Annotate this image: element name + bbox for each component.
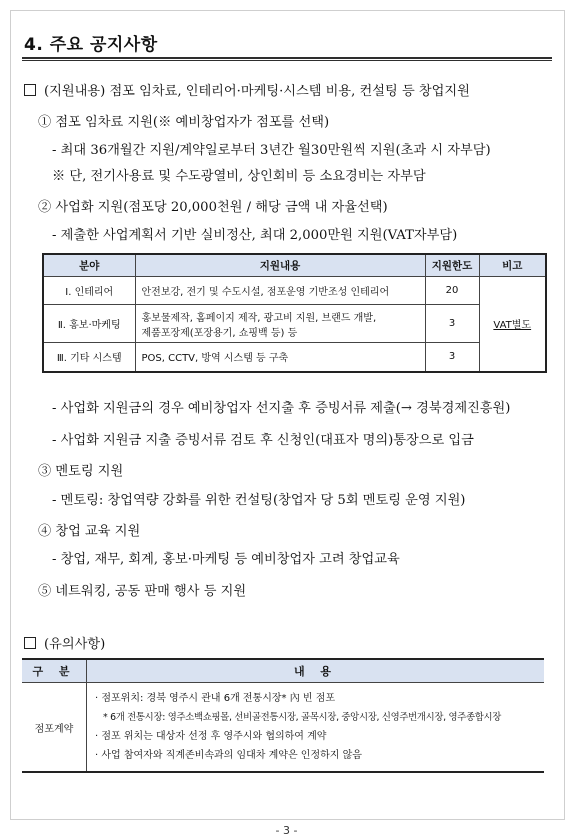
title-rule-thin [22,60,552,61]
item-3-detail: - 멘토링: 창업역량 강화를 위한 컨설팅(창업자 당 5회 멘토링 운영 지원) [52,493,466,508]
table-row [43,305,546,343]
header-category: 구 분 [22,659,87,683]
row-field: Ⅲ. 기타 시스템 [43,343,135,372]
item-3-title: ③ 멘토링 지원 [38,464,124,479]
checkbox-square-icon [24,84,36,96]
notice-content [87,683,545,773]
header-note: 비고 [479,254,546,277]
notice-table-header [22,659,544,683]
item-1-title: ① 점포 임차료 지원(※ 예비창업자가 점포를 선택) [38,115,330,130]
header-content: 지원내용 [135,254,425,277]
item-4-detail: - 창업, 재무, 회계, 홍보·마케팅 등 예비창업자 고려 창업교육 [52,552,400,567]
header-field: 분야 [43,254,135,277]
notice-heading: (유의사항) [24,633,105,652]
checkbox-square-icon [24,637,36,649]
support-content-heading: (지원내용) 점포 임차료, 인테리어·마케팅·시스템 비용, 컨설팅 등 창업지원 [24,80,470,99]
item-2-deposit: - 사업화 지원금 지출 증빙서류 검토 후 신청인(대표자 명의)통장으로 입금 [52,433,474,448]
row-field: Ⅰ. 인테리어 [43,277,135,305]
table-row [22,683,544,773]
header-limit: 지원한도 [425,254,479,277]
page-number: - 3 - [275,824,298,837]
list-item: · 사업 참여자와 직계존비속과의 임대차 계약은 인정하지 않음 [95,750,362,761]
header-content: 내 용 [87,659,545,683]
support-table [42,253,547,373]
row-content: POS, CCTV, 방역 시스템 등 구축 [135,343,425,372]
support-table-header [43,254,546,277]
notice-table [22,658,544,773]
list-item: · 점포 위치는 대상자 선정 후 영주시와 협의하여 계약 [95,731,327,742]
section-title: 4. 주요 공지사항 [24,35,158,55]
item-4-title: ④ 창업 교육 지원 [38,524,141,539]
row-field: Ⅱ. 홍보·마케팅 [43,305,135,343]
table-row [43,343,546,372]
table-row [43,277,546,305]
category-cell: 점포계약 [22,683,87,773]
list-item: * 6개 전통시장: 영주소백쇼핑몰, 선비골전통시장, 골목시장, 중앙시장, 신영주번개시장, 영주종합시장 [103,712,502,723]
row-limit: 3 [425,305,479,343]
item-5-title: ⑤ 네트워킹, 공동 판매 행사 등 지원 [38,584,247,599]
vat-note: VAT별도 [479,277,546,372]
row-content: 홍보물제작, 홈페이지 제작, 광고비 지원, 브랜드 개발, 제품포장제(포장용기, 쇼핑백 등) 등 [135,305,425,343]
item-1-detail: - 최대 36개월간 지원/계약일로부터 3년간 월30만원씩 지원(초과 시 자부담) [52,143,491,158]
item-1-note: ※ 단, 전기사용료 및 수도광열비, 상인회비 등 소요경비는 자부담 [52,169,426,184]
item-2-title: ② 사업화 지원(점포당 20,000천원 / 해당 금액 내 자율선택) [38,200,388,215]
title-rule [22,57,552,59]
item-2-detail: - 제출한 사업계획서 기반 실비정산, 최대 2,000만원 지원(VAT자부담) [52,228,458,243]
row-content: 안전보강, 전기 및 수도시설, 점포운영 기반조성 인테리어 [135,277,425,305]
row-limit: 20 [425,277,479,305]
item-2-submission: - 사업화 지원금의 경우 예비창업자 선지출 후 증빙서류 제출(→ 경북경제진흥원) [52,401,511,416]
row-limit: 3 [425,343,479,372]
list-item: · 점포위치: 경북 영주시 관내 6개 전통시장* 內 빈 점포 [95,693,336,704]
